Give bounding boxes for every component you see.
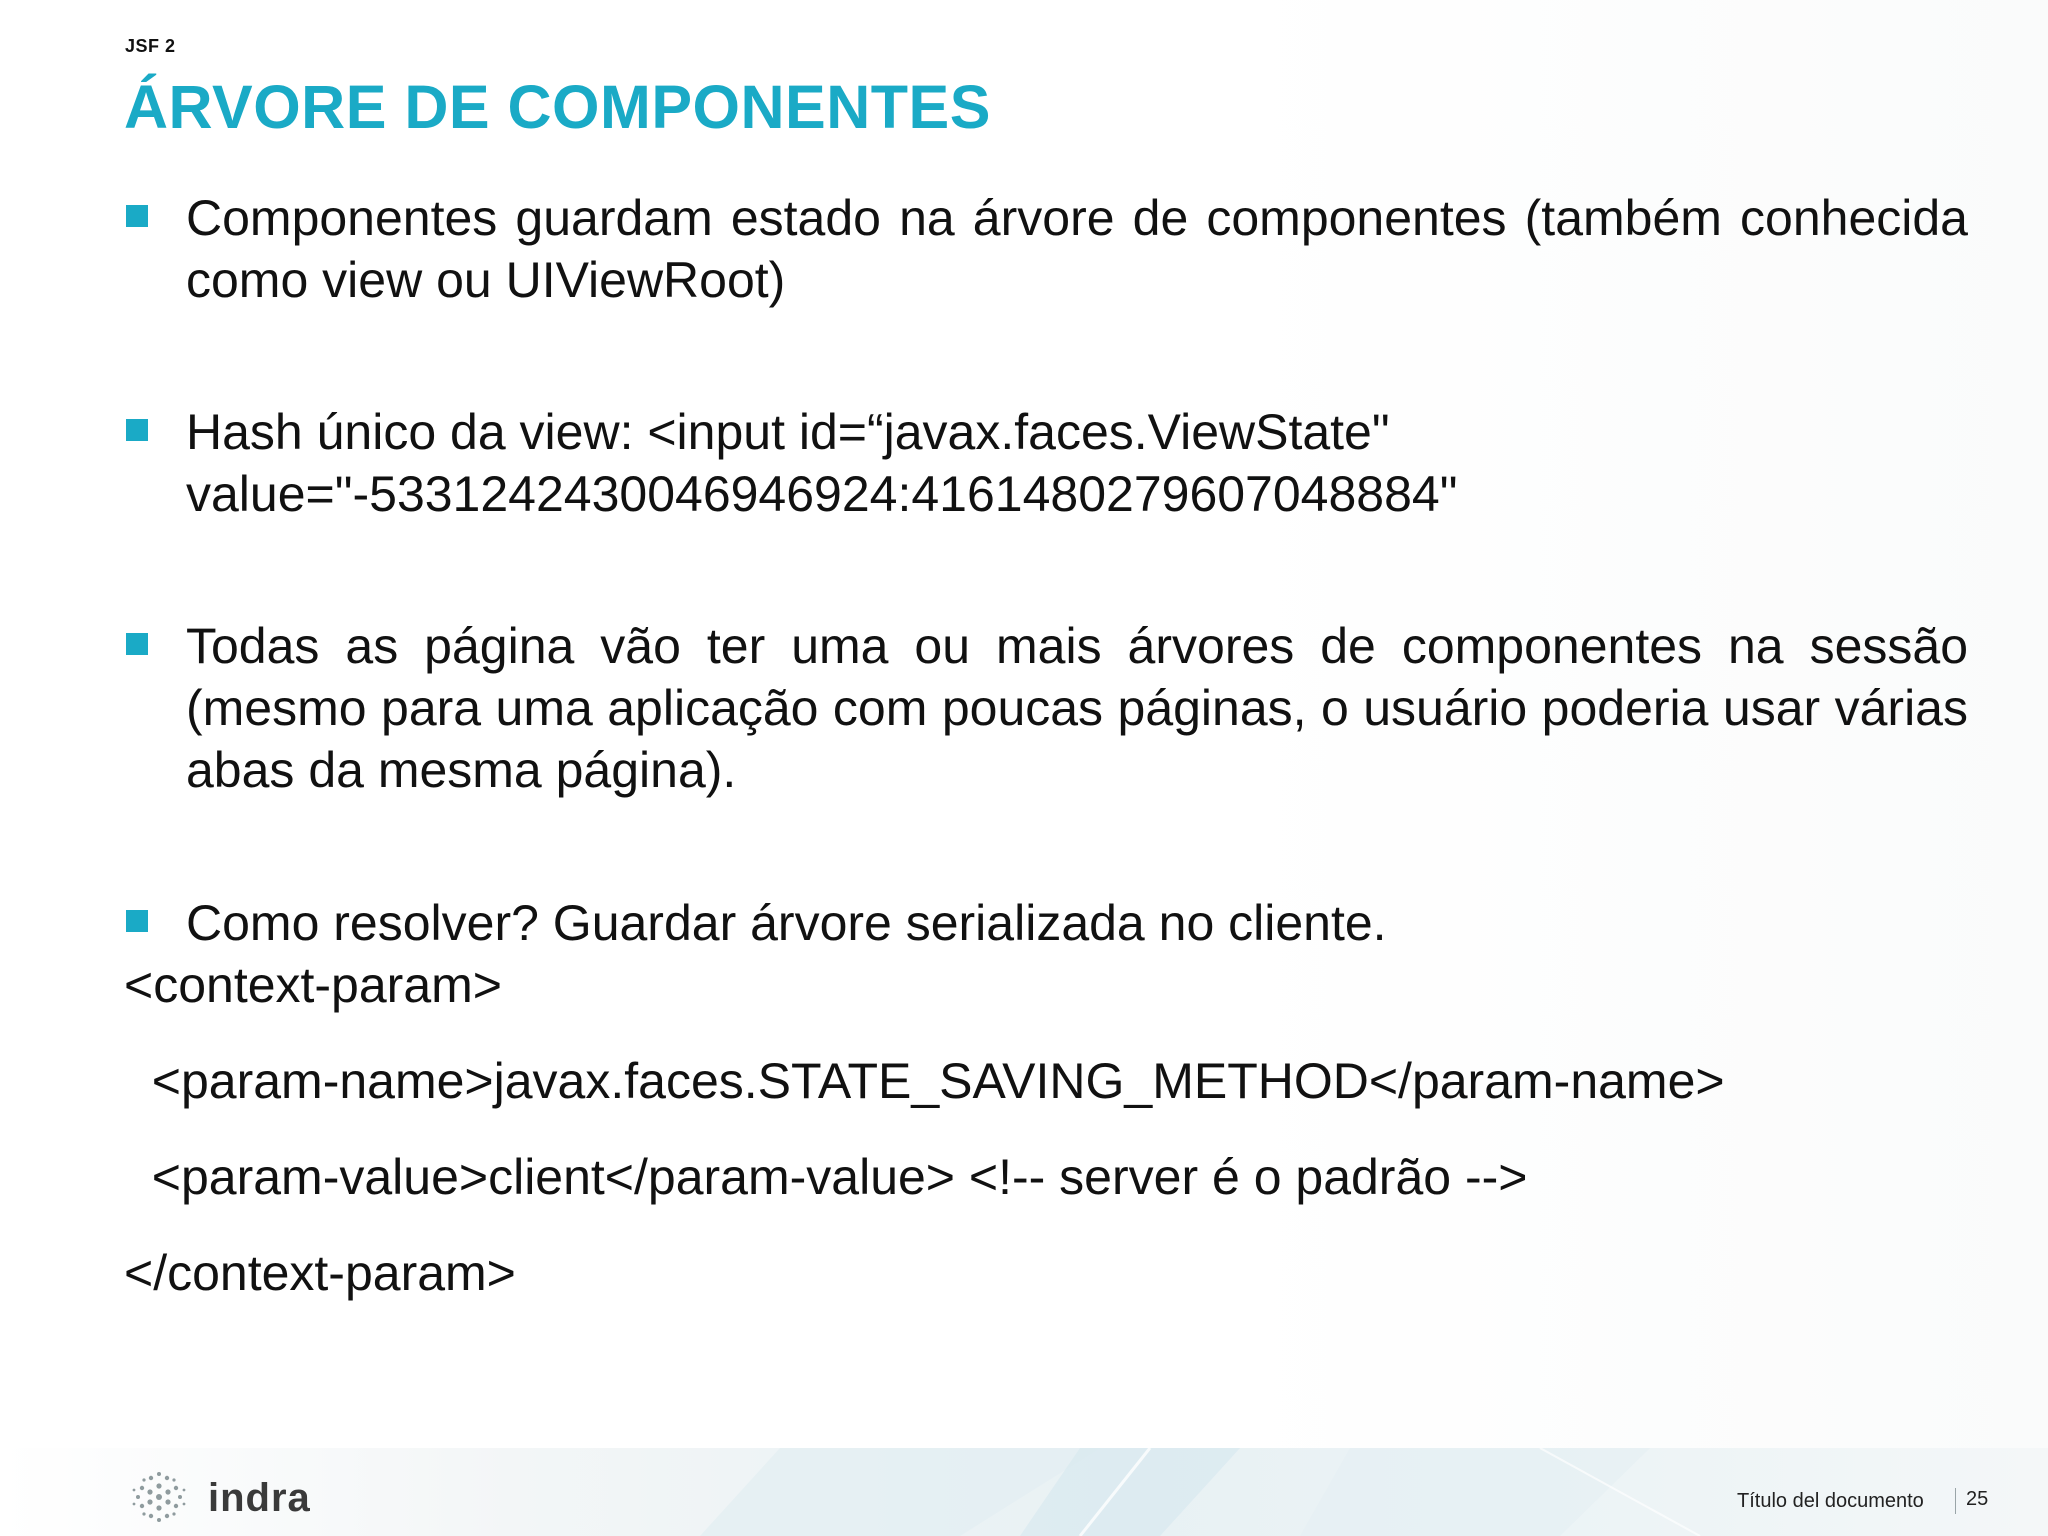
bullet-item [126,401,1968,525]
section-tag: JSF 2 [125,36,176,56]
page-number: 25 [1966,1488,1989,1510]
slide-title: ÁRVORE DE COMPONENTES [124,73,991,141]
bullet-square-icon [126,205,148,227]
document-title: Título del documento [1737,1490,1924,1512]
code-line: <param-name>javax.faces.STATE_SAVING_METHOD</param-name> [124,1053,1725,1109]
bullet-text: Todas as página vão ter uma ou mais árvores de componentes na sessão (mesmo para uma aplicação com poucas páginas, o usuário poderia usar várias abas da mesma página). [186,618,1968,798]
code-line: </context-param> [124,1245,516,1301]
bullet-square-icon [126,633,148,655]
bullet-text: Hash único da view: <input id=“javax.faces.ViewState" value="-5331242430046946924:4161480279607048884" [186,404,1458,522]
code-line: <param-value>client</param-value> <!-- server é o padrão --> [124,1149,1528,1205]
bullet-item [126,892,1968,954]
brand-name: indra [208,1476,311,1520]
bullet-square-icon [126,419,148,441]
bullet-text: Como resolver? Guardar árvore serializada no cliente. [186,895,1387,951]
code-line: <context-param> [124,957,502,1013]
bullet-item [126,615,1968,801]
footer-separator [1955,1488,1956,1514]
bullet-text: Componentes guardam estado na árvore de componentes (também conhecida como view ou UIViewRoot) [186,190,1968,308]
bullet-item [126,187,1968,311]
bullet-square-icon [126,910,148,932]
